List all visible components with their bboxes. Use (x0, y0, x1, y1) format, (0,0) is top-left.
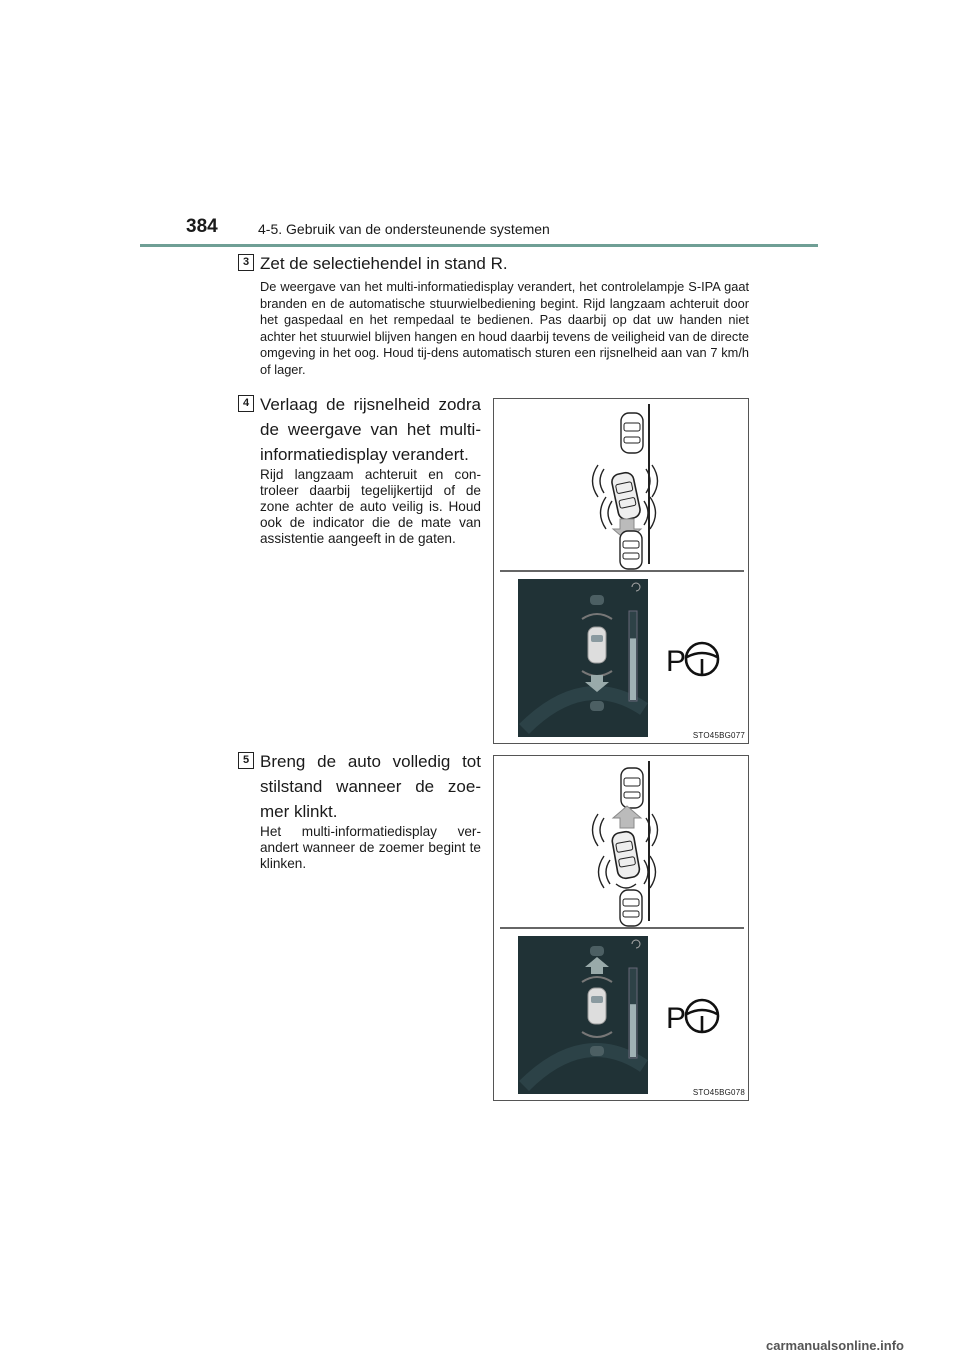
steering-wheel-icon (686, 643, 718, 675)
parking-illustration (494, 756, 749, 1101)
own-car-icon (611, 830, 641, 879)
assist-level-fill (630, 1004, 636, 1057)
header-rule (140, 244, 818, 247)
parked-car-icon (620, 531, 642, 569)
parked-car-icon (620, 890, 642, 926)
figure-code: STO45BG077 (692, 731, 745, 740)
step-heading: Verlaag de rijsnelheid zodra de weergave van het multi-informatiedisplay verandert. (260, 395, 481, 464)
step-body: Rijd langzaam achteruit en con-troleer daarbij tegelijkertijd of de zone achter de auto veilig is. Houd ook de indicator die de mate van assistentie aangeeft in de gaten. (260, 467, 481, 546)
parking-illustration (494, 399, 749, 744)
illustration-reversing-assist (493, 398, 749, 744)
arrow-up-icon (613, 806, 641, 828)
step-number-badge: 5 (238, 752, 254, 769)
step-heading: Breng de auto volledig tot stilstand wanneer de zoe-mer klinkt. (260, 752, 481, 821)
watermark: carmanualsonline.info (766, 1338, 904, 1353)
display-car-icon (588, 627, 606, 663)
step-number-badge: 3 (238, 254, 254, 271)
display-car-icon (588, 988, 606, 1024)
figure-code: STO45BG078 (692, 1088, 745, 1097)
parking-p-label: P (666, 645, 687, 678)
own-car-icon (610, 471, 641, 521)
step-body: Het multi-informatiedisplay ver-andert wanneer de zoemer begint te klinken. (260, 824, 481, 871)
steering-wheel-icon (686, 1000, 718, 1032)
step-body: De weergave van het multi-informatiedisplay verandert, het controlelampje S-IPA gaat branden en de automatische stuurwielbediening begint. Rijd langzaam achteruit door het gaspedaal en het rempedaal te bedienen. Pas daarbij op dat uw handen niet achter het stuurwiel blijven hangen en houd daarbij tevens de veiligheid van de directe omgeving in het oog. Houd tij-dens automatisch sturen een rijsnelheid aan van 7 km/h of lager. (260, 279, 749, 377)
step-heading: Zet de selectiehendel in stand R. (260, 254, 508, 273)
illustration-stop-buzzer (493, 755, 749, 1101)
page-number: 384 (186, 216, 218, 237)
assist-level-fill (630, 638, 636, 700)
parked-car-icon (621, 768, 643, 808)
section-title: 4-5. Gebruik van de ondersteunende systemen (258, 221, 550, 237)
parking-p-label: P (666, 1002, 687, 1035)
step-number-badge: 4 (238, 395, 254, 412)
parked-car-icon (621, 413, 643, 453)
